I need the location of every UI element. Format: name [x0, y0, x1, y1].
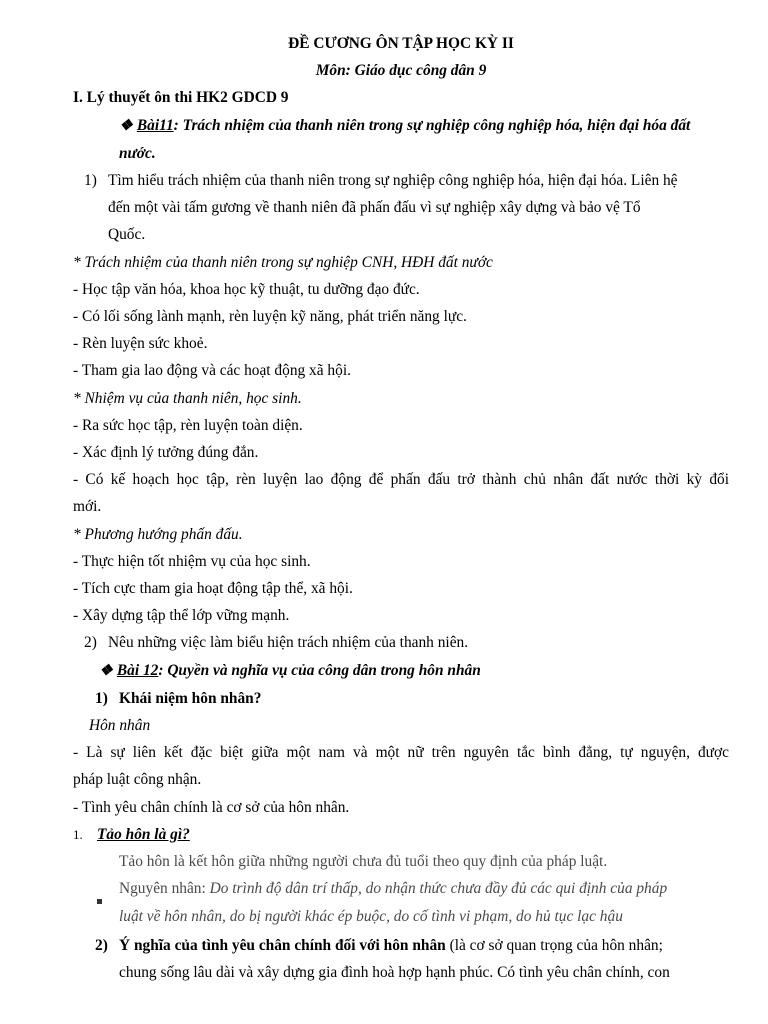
section-heading: I. Lý thuyết ôn thi HK2 GDCD 9	[73, 89, 289, 107]
document-page	[73, 30, 729, 986]
list-number: 1.	[73, 826, 83, 842]
lesson-title-cont: nước.	[119, 144, 156, 162]
question-text: Tìm hiểu trách nhiệm của thanh niên trong sự nghiệp công nghiệp hóa, hiện đại hóa. Liên hệ	[108, 172, 678, 190]
list-item: - Có lối sống lành mạnh, rèn luyện kỹ năng, phát triển năng lực.	[73, 308, 467, 326]
list-item: - Tích cực tham gia hoạt động tập thể, xã hội.	[73, 580, 353, 598]
question-text: Tảo hôn là gì?	[97, 825, 190, 843]
diamond-bullet-icon: ❖	[99, 662, 113, 679]
page-title: ĐỀ CƯƠNG ÔN TẬP HỌC KỲ II	[288, 35, 514, 52]
list-item: - Có kế hoạch học tập, rèn luyện lao động để phấn đấu trở thành chủ nhân đất nước thời kỳ đổi	[73, 471, 729, 489]
subheading: * Phương hướng phấn đấu.	[73, 525, 243, 543]
list-item: - Thực hiện tốt nhiệm vụ của học sinh.	[73, 552, 311, 570]
early-marriage-question	[73, 821, 729, 848]
lesson-label: Bài11	[136, 116, 174, 134]
lesson-12-heading	[73, 657, 729, 685]
list-item: - Học tập văn hóa, khoa học kỹ thuật, tu dưỡng đạo đức.	[73, 280, 420, 298]
list-item: - Rèn luyện sức khoẻ.	[73, 335, 208, 353]
question-text-cont: Quốc.	[108, 226, 146, 244]
meaning-heading: Ý nghĩa của tình yêu chân chính đối với hôn nhân	[119, 936, 446, 954]
question-text-cont: đến một vài tấm gương về thanh niên đã phấn đấu vì sự nghiệp xây dựng và bảo vệ Tổ	[108, 199, 641, 217]
list-item: - Xây dựng tập thể lớp vững mạnh.	[73, 607, 290, 625]
list-item: - Xác định lý tưởng đúng đắn.	[73, 444, 259, 462]
subheading: * Trách nhiệm của thanh niên trong sự nghiệp CNH, HĐH đất nước	[73, 253, 493, 271]
meaning-text: (là cơ sở quan trọng của hôn nhân;	[445, 936, 663, 954]
lesson-11-heading	[73, 112, 729, 167]
subheading: * Nhiệm vụ của thanh niên, học sinh.	[73, 389, 302, 407]
list-number: 1)	[95, 689, 108, 707]
list-item-cont: mới.	[73, 498, 102, 516]
list-number: 1)	[84, 172, 97, 190]
question-text: Khái niệm hôn nhân?	[119, 689, 262, 707]
concept-question	[73, 685, 729, 712]
definition-text-cont: pháp luật công nhận.	[73, 771, 202, 789]
meaning-text-cont: chung sống lâu dài và xây dựng gia đình hoà hợp hạnh phúc. Có tình yêu chân chính, con	[119, 963, 670, 981]
cause-text-cont: luật về hôn nhân, do bị người khác ép buộc, do cố tình vi phạm, do hủ tục lạc hậu	[119, 907, 623, 925]
answer-text: Tảo hôn là kết hôn giữa những người chưa đủ tuổi theo quy định của pháp luật.	[119, 853, 608, 871]
term-label: Hôn nhân	[89, 717, 151, 735]
definition-text: - Tình yêu chân chính là cơ sở của hôn nhân.	[73, 798, 350, 816]
list-item: - Tham gia lao động và các hoạt động xã hội.	[73, 362, 351, 380]
list-number: 2)	[84, 634, 97, 652]
definition-text: - Là sự liên kết đặc biệt giữa một nam và một nữ trên nguyên tắc bình đẳng, tự nguyện, được	[73, 744, 729, 762]
list-item: - Ra sức học tập, rèn luyện toàn diện.	[73, 416, 303, 434]
meaning-question	[73, 932, 729, 986]
page-subtitle: Môn: Giáo dục công dân 9	[315, 62, 487, 80]
cause-label: Nguyên nhân:	[119, 880, 210, 898]
question-1	[73, 167, 729, 249]
diamond-bullet-icon: ❖	[119, 117, 133, 134]
cause-item	[73, 875, 729, 929]
list-number: 2)	[95, 936, 108, 954]
lesson-title: : Trách nhiệm của thanh niên trong sự nghiệp công nghiệp hóa, hiện đại hóa đất	[173, 116, 691, 134]
square-bullet-icon	[97, 899, 102, 904]
lesson-title: : Quyền và nghĩa vụ của công dân trong hôn nhân	[158, 661, 481, 679]
question-text: Nêu những việc làm biểu hiện trách nhiệm của thanh niên.	[108, 634, 469, 652]
question-2	[73, 629, 729, 656]
lesson-label: Bài 12	[116, 661, 159, 679]
cause-text: Do trình độ dân trí thấp, do nhận thức chưa đầy đủ các qui định của pháp	[209, 880, 668, 898]
